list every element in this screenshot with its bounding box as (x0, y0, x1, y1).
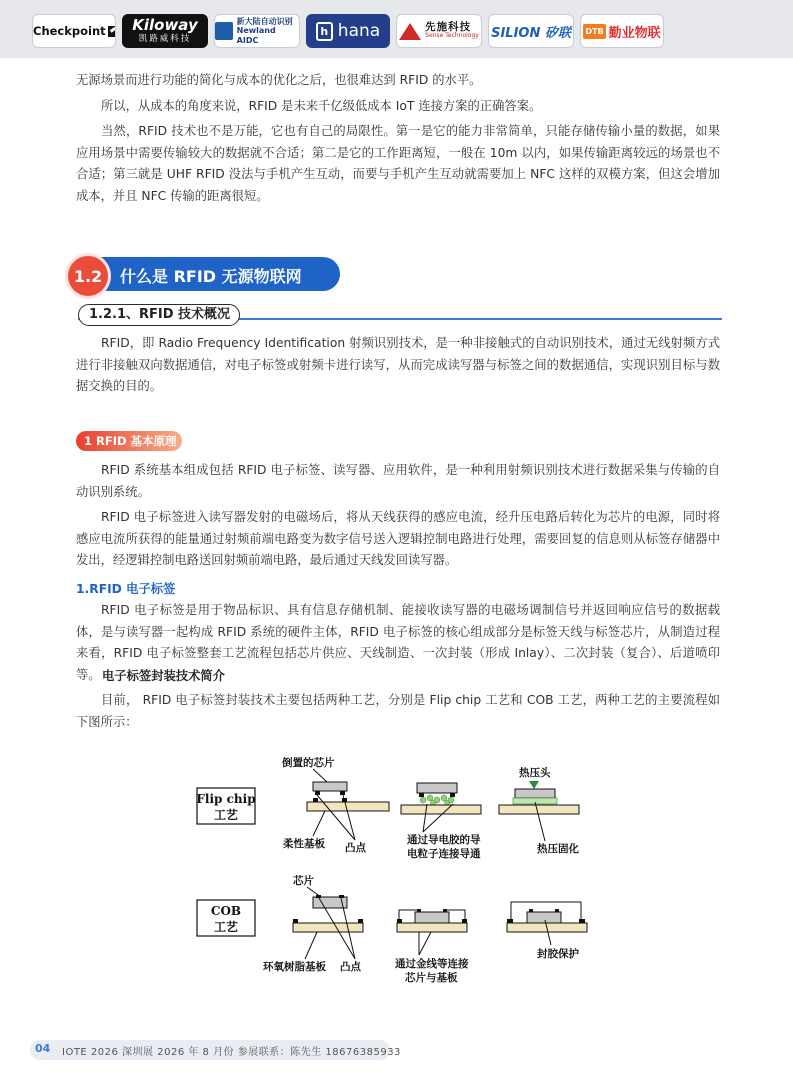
label-epoxy-substrate: 环氧树脂基板 (263, 961, 326, 973)
heading-packaging: 电子标签封装技术简介 (102, 669, 225, 683)
label-conductive-2: 电粒子连接导通 (407, 848, 481, 860)
sense-mark-icon (399, 23, 421, 40)
sense-logo: 先施科技 Sense Technology (396, 14, 482, 48)
hot-press-arrow-icon (529, 781, 539, 789)
bump (340, 791, 345, 795)
silion-logo: SILION 矽联 (488, 14, 574, 48)
label-bump-flip: 凸点 (345, 842, 366, 854)
newland-mark-icon (215, 22, 233, 40)
hana-logo: h hana (306, 14, 390, 48)
substrate-step2 (401, 805, 481, 814)
checkpoint-logo: Checkpoint (32, 14, 116, 48)
section-number: 1.2 (68, 256, 108, 296)
cob-box-line2: 工艺 (213, 920, 239, 934)
paragraph-rfid-tag: RFID 电子标签是用于物品标识、具有信息存储机制、能接收读写器的电磁场调制信号并返回响应信号的数据载体，是与读写器一起构成 RFID 系统的硬件主体，RFID 电子标签的核心组成部分是标签天线与标签芯片，从制造过程来看，RFID 电子标签整套工艺流程包括芯片供应、天线制造、一次封装（形成 Inlay）、二次封装（复合）、后道喷印等。 (76, 603, 720, 682)
label-chip: 芯片 (293, 875, 314, 887)
label-bump-cob: 凸点 (340, 961, 361, 973)
label-flexible-substrate: 柔性基板 (283, 838, 325, 850)
section-title: 什么是 RFID 无源物联网 (120, 267, 302, 286)
topic-tag: 1 RFID 基本原理 (76, 431, 182, 451)
chip-step2 (417, 783, 457, 793)
checkpoint-mark-icon (108, 26, 115, 37)
flexible-substrate (307, 802, 389, 811)
paragraph-limitations: 当然，RFID 技术也不是万能，它也有自己的局限性。第一是它的能力非常简单，只能存储传输小量的数据，如果应用场景中需要传输较大的数据就不合适；第二是它的工作距离短，一般在 10m 以内，如果传输距离较远的场景也不合适；第三就是 UHF RFID 没法与手机产生互动，而要与手机产生互动就需要加上 NFC 这样的双模方案，但这会增加成本，并且 NFC 传输的距离很短。 (76, 124, 720, 203)
paragraph-system-composition: RFID 系统基本组成包括 RFID 电子标签、读写器、应用软件，是一种利用射频识别技术进行数据采集与传输的自动识别系统。 (76, 463, 720, 499)
kiloway-logo: Kiloway 凯路威科技 (122, 14, 208, 48)
hana-mark-icon: h (316, 22, 333, 41)
sponsor-logo-bar (0, 0, 793, 58)
paragraph-cost-answer: 所以，从成本的角度来说，RFID 是未来千亿级低成本 IoT 连接方案的正确答案。 (101, 99, 542, 113)
label-hot-press-head: 热压头 (519, 767, 551, 779)
paragraph-packaging: 目前， RFID 电子标签封装技术主要包括两种工艺，分别是 Flip chip 工艺和 COB 工艺，两种工艺的主要流程如下图所示： (76, 693, 720, 729)
subsection-title: 1.2.1、RFID 技术概况 (78, 304, 240, 326)
paragraph-rfid-definition: RFID，即 Radio Frequency Identification 射频识别技术，是一种非接触式的自动识别技术，通过无线射频方式进行非接触双向数据通信，对电子标签或射频卡进行读写，从而完成读写器与标签之间的数据通信，实现识别目标与数据交换的目的。 (76, 336, 720, 393)
newland-logo: 新大陆自动识别 Newland AIDC (214, 14, 300, 48)
flip-chip-box-line1: Flip chip (196, 792, 256, 806)
label-gold-wire-2: 芯片与基板 (405, 972, 458, 984)
label-inverted-chip: 倒置的芯片 (282, 757, 335, 769)
paragraph-working-principle: RFID 电子标签进入读写器发射的电磁场后，将从天线获得的感应电流，经升压电路后转化为芯片的电源，同时将感应电流所获得的能量通过射频前端电路变为数字信号送入逻辑控制电路进行处理，需要回复的信息则从标签存储器中发出，经逻辑控制电路送回射频前端电路，最后通过天线发回读写器。 (76, 510, 720, 567)
epoxy-substrate (293, 923, 363, 932)
heading-rfid-tag: 1.RFID 电子标签 (76, 582, 176, 596)
bump (315, 791, 320, 795)
pad (313, 798, 318, 802)
flip-chip-box-line2: 工艺 (213, 808, 239, 822)
cob-box-line1: COB (210, 904, 242, 918)
label-hot-press-cure: 热压固化 (537, 843, 579, 855)
paragraph-cost-limit: 无源场景而进行功能的简化与成本的优化之后，也很难达到 RFID 的水平。 (76, 73, 482, 87)
page-number: 04 (35, 1042, 51, 1055)
inverted-chip (313, 782, 347, 791)
label-conductive-1: 通过导电胶的导 (407, 834, 481, 846)
footer-contact: IOTE 2026 深圳展 2026 年 8 月份 参展联系：陈先生 18676385933 (62, 1047, 401, 1058)
label-gold-wire-1: 通过金线等连接 (395, 958, 469, 970)
conductive-particles (420, 795, 454, 806)
packaging-process-diagram (195, 752, 615, 992)
dtb-logo: DTB 勤业物联 (580, 14, 664, 48)
label-encapsulation: 封胶保护 (537, 948, 579, 960)
